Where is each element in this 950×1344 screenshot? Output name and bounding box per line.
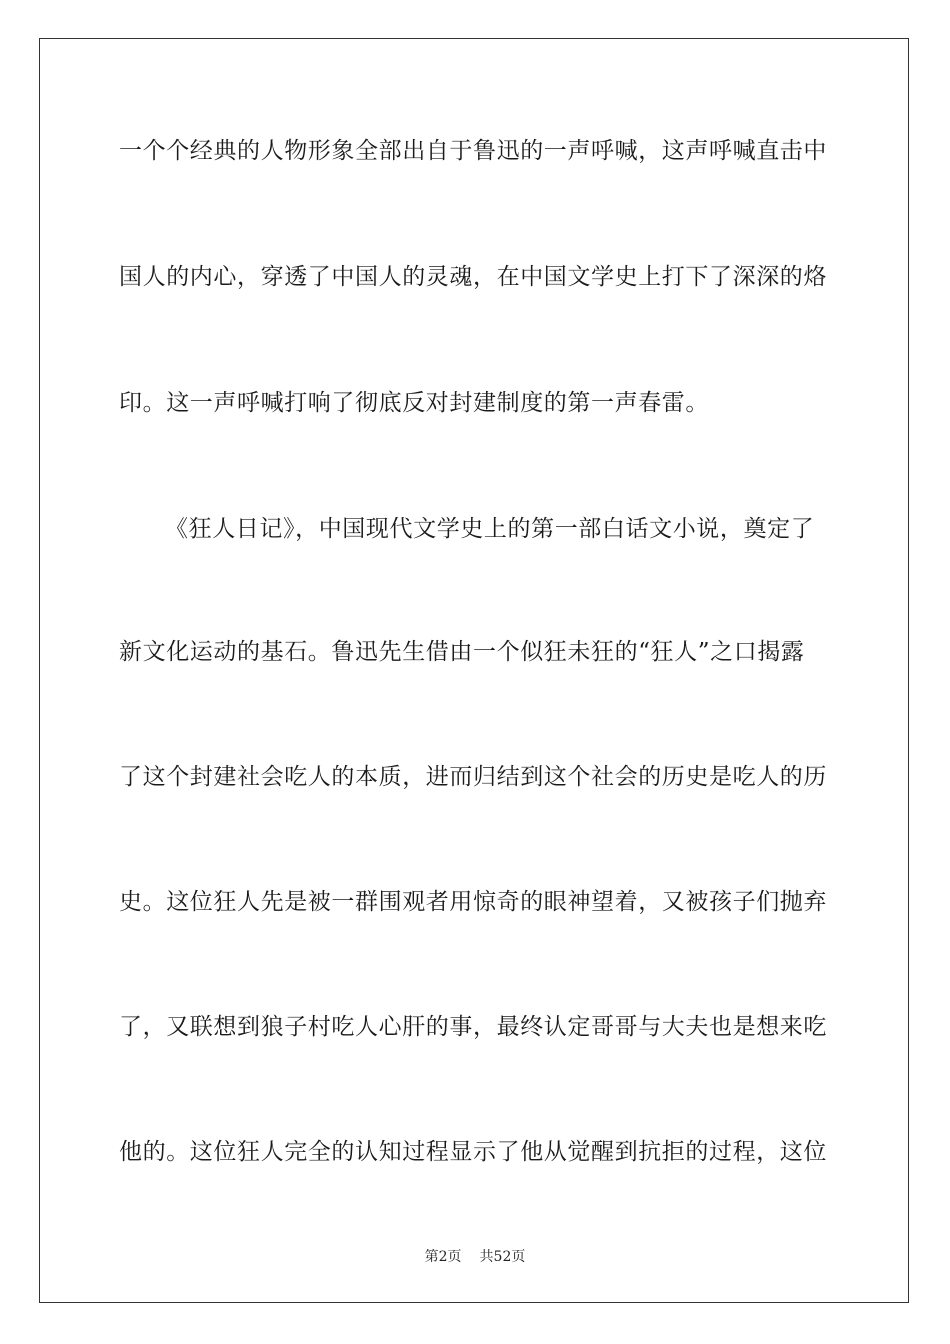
- text-line: 了这个封建社会吃人的本质，进而归结到这个社会的历史是吃人的历: [119, 764, 827, 790]
- text-line: 新文化运动的基石。鲁迅先生借由一个似狂未狂的“狂人”之口揭露: [119, 639, 805, 665]
- text-line: 印。这一声呼喊打响了彻底反对封建制度的第一声春雷。: [119, 390, 709, 416]
- page-footer: [0, 1246, 950, 1266]
- text-line: 国人的内心，穿透了中国人的灵魂，在中国文学史上打下了深深的烙: [119, 264, 827, 290]
- text-line: 他的。这位狂人完全的认知过程显示了他从觉醒到抗拒的过程，这位: [119, 1139, 827, 1165]
- text-line: 《狂人日记》，中国现代文学史上的第一部白话文小说，奠定了: [165, 516, 815, 542]
- text-line: 了，又联想到狼子村吃人心肝的事，最终认定哥哥与大夫也是想来吃: [119, 1014, 827, 1040]
- text-line: 一个个经典的人物形象全部出自于鲁迅的一声呼喊，这声呼喊直击中: [119, 138, 827, 164]
- page-border: [39, 38, 909, 1303]
- page-number: 第2页: [424, 1249, 462, 1265]
- page-total: 共52页: [479, 1249, 526, 1265]
- text-line: 史。这位狂人先是被一群围观者用惊奇的眼神望着，又被孩子们抛弃: [119, 889, 827, 915]
